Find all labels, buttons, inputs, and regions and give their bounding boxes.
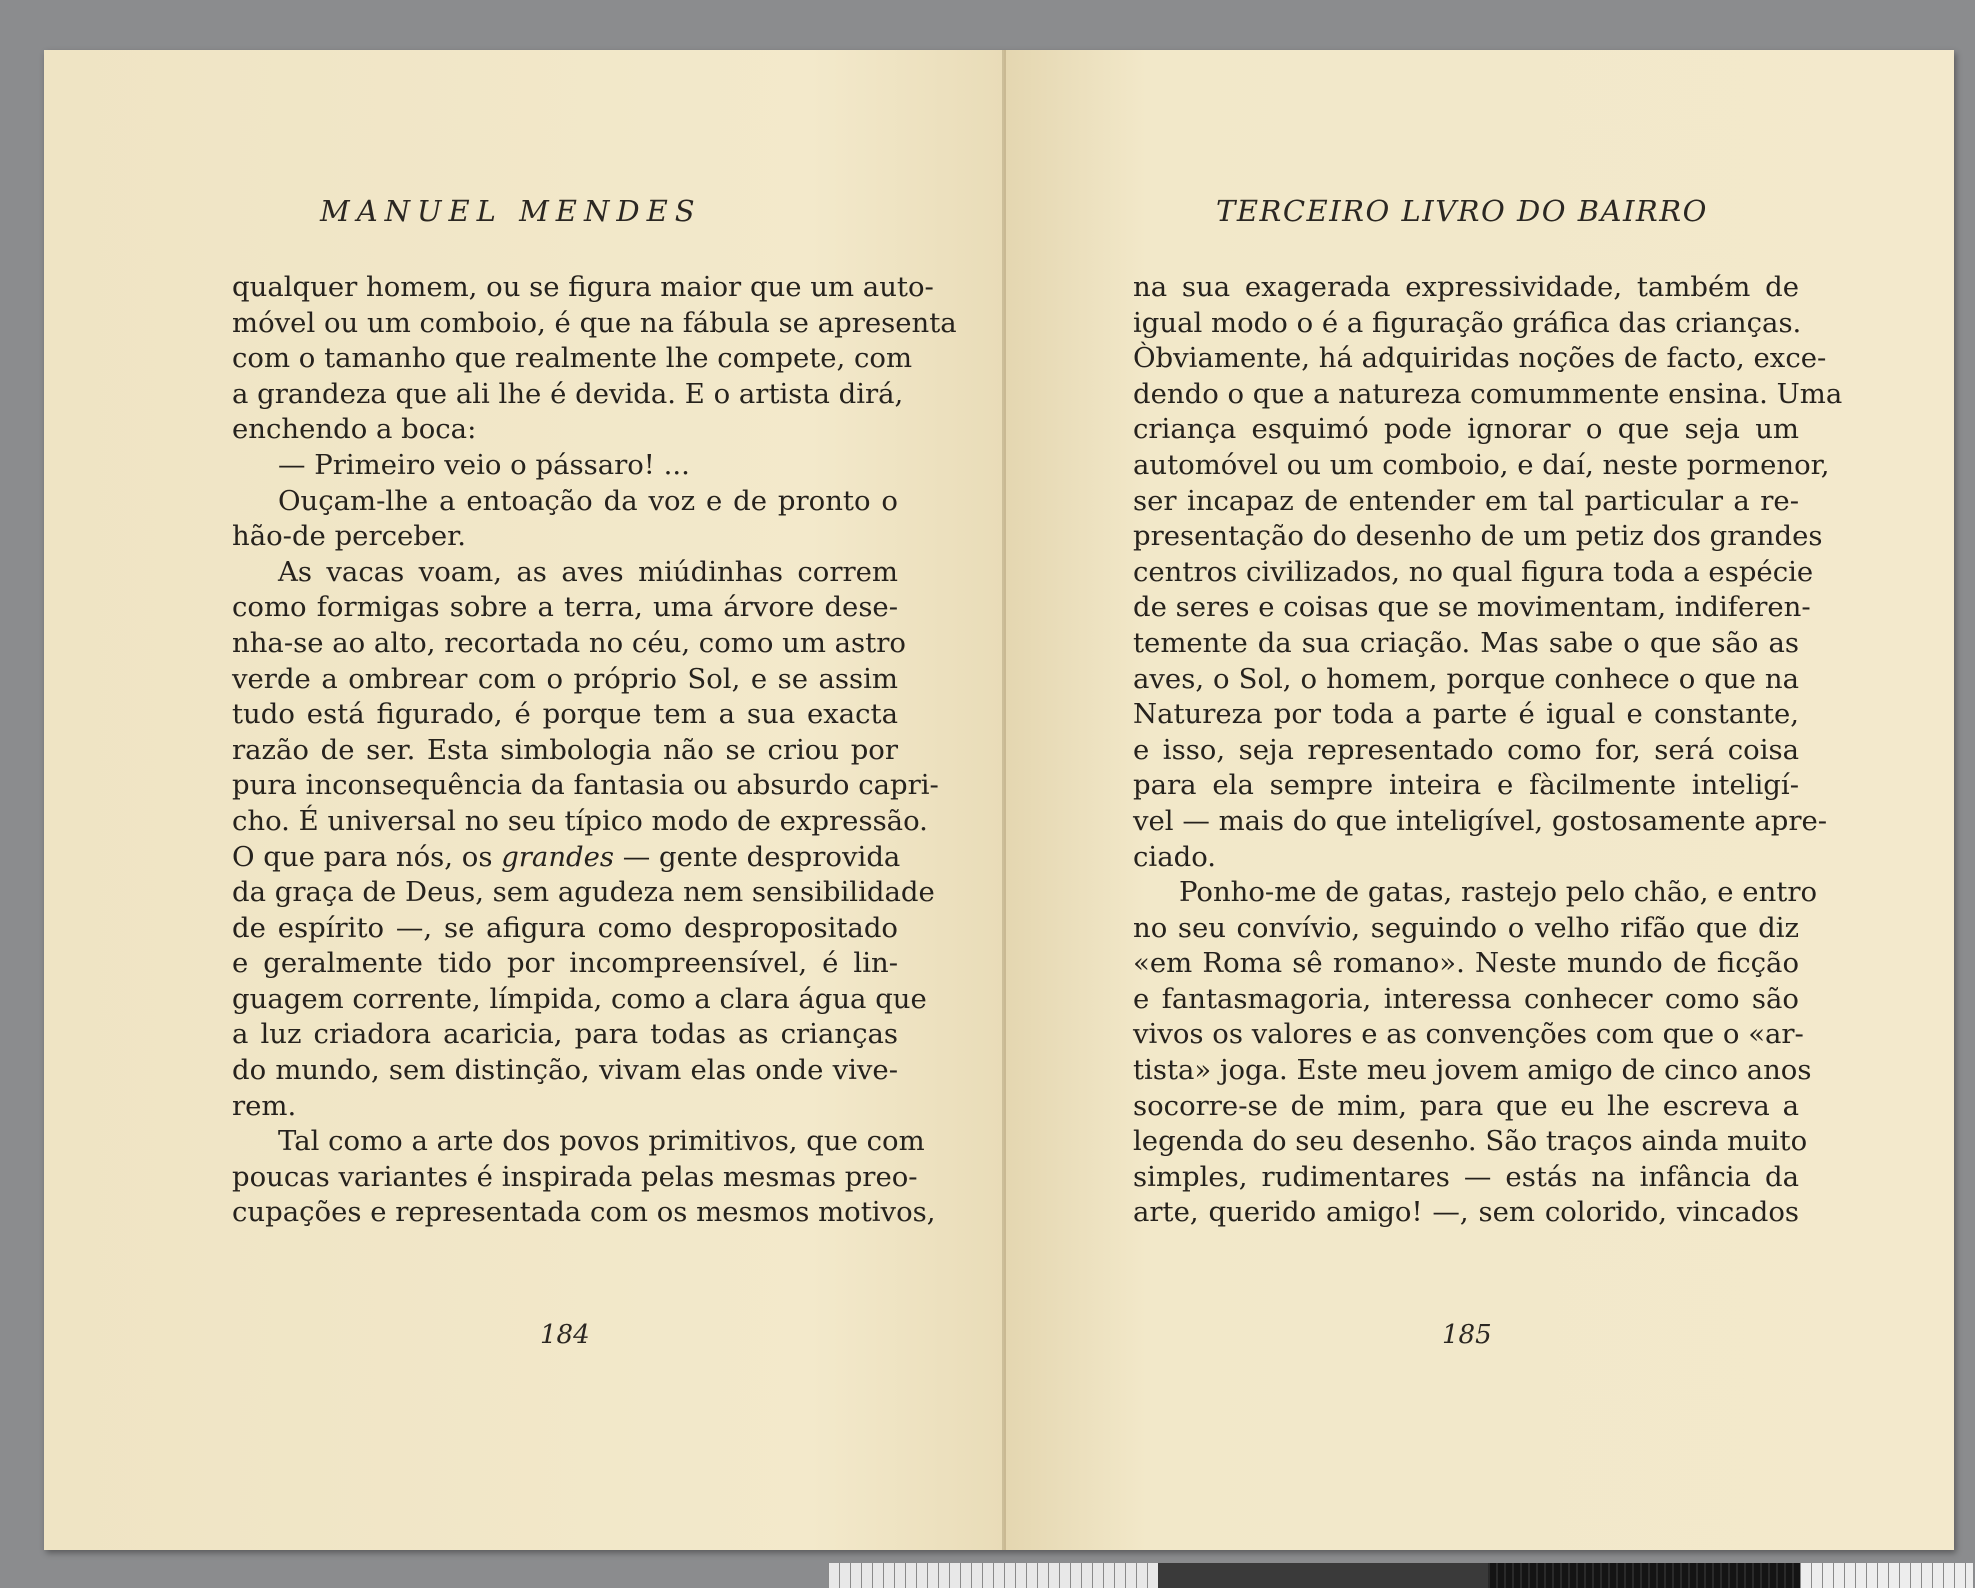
text-line: e isso, seja representado como for, será coisa xyxy=(1133,733,1799,766)
scale-ruler xyxy=(828,1563,1973,1588)
text-line: qualquer homem, ou se figura maior que um auto- xyxy=(232,271,934,303)
text-line: legenda do seu desenho. São traços ainda muito xyxy=(1133,1125,1808,1158)
text-line: móvel ou um comboio, é que na fábula se apresenta xyxy=(232,306,957,339)
ruler-ticks xyxy=(1800,1563,1973,1588)
text-line: socorre-se de mim, para que eu lhe escreva a xyxy=(1133,1089,1799,1122)
text-line: temente da sua criação. Mas sabe o que são as xyxy=(1133,626,1799,659)
text-line: vel — mais do que inteligível, gostosamente apre- xyxy=(1133,804,1828,837)
left-page-text xyxy=(232,270,957,1231)
text-line: ciado. xyxy=(1133,840,1217,873)
text-line: hão-de perceber. xyxy=(232,520,467,553)
text-line: aves, o Sol, o homem, porque conhece o que na xyxy=(1133,662,1799,695)
text-line: Ponho-me de gatas, rastejo pelo chão, e entro xyxy=(1179,876,1818,909)
text-line: de espírito —, se afigura como despropositado xyxy=(232,911,898,944)
text-line: no seu convívio, seguindo o velho rifão que diz xyxy=(1133,911,1799,944)
text-line: a luz criadora acaricia, para todas as crianças xyxy=(232,1018,898,1051)
text-line: igual modo o é a figuração gráfica das crianças. xyxy=(1133,306,1802,339)
text-line: ser incapaz de entender em tal particular a re- xyxy=(1133,484,1799,517)
right-running-head: TERCEIRO LIVRO DO BAIRRO xyxy=(1216,194,1708,228)
text-line: tudo está figurado, é porque tem a sua exacta xyxy=(232,698,898,731)
text-line: centros civilizados, no qual figura toda a espécie xyxy=(1133,555,1814,588)
text-line: cho. É universal no seu típico modo de expressão. xyxy=(232,804,928,837)
text-line: vivos os valores e as convenções com que o «ar- xyxy=(1133,1018,1804,1051)
text-line: pura inconsequência da fantasia ou absurdo capri- xyxy=(232,769,939,802)
line-part: O que para nós, os xyxy=(232,840,502,873)
text-line: cupações e representada com os mesmos motivos, xyxy=(232,1196,936,1229)
text-line: Tal como a arte dos povos primitivos, que com xyxy=(278,1125,925,1158)
text-line: Ouçam-lhe a entoação da voz e de pronto o xyxy=(278,484,898,517)
text-line: do mundo, sem distinção, vivam elas onde vive- xyxy=(232,1054,898,1087)
text-line: para ela sempre inteira e fàcilmente inteligí- xyxy=(1133,769,1799,802)
text-line: Natureza por toda a parte é igual e constante, xyxy=(1133,698,1799,731)
text-line: com o tamanho que realmente lhe compete, com xyxy=(232,342,913,375)
text-line: rem. xyxy=(232,1089,297,1122)
text-line: guagem corrente, límpida, como a clara água que xyxy=(232,982,927,1015)
text-line: verde a ombrear com o próprio Sol, e se assim xyxy=(232,662,898,695)
text-line: automóvel ou um comboio, e daí, neste pormenor, xyxy=(1133,448,1830,481)
book-gutter xyxy=(1002,50,1006,1550)
text-line: razão de ser. Esta simbologia não se criou por xyxy=(232,733,898,766)
text-line: presentação do desenho de um petiz dos grandes xyxy=(1133,520,1823,553)
text-line: — Primeiro veio o pássaro! ... xyxy=(278,448,690,481)
text-line: a grandeza que ali lhe é devida. E o artista dirá, xyxy=(232,377,904,410)
text-line: nha-se ao alto, recortada no céu, como um astro xyxy=(232,626,906,659)
text-line: dendo o que a natureza comummente ensina. Uma xyxy=(1133,377,1843,410)
line-part: — gente desprovida xyxy=(614,840,901,873)
text-line: «em Roma sê romano». Neste mundo de ficção xyxy=(1133,947,1799,980)
left-running-head: MANUEL MENDES xyxy=(320,194,702,228)
text-line: simples, rudimentares — estás na infância da xyxy=(1133,1160,1799,1193)
ruler-ticks xyxy=(828,1563,1158,1588)
text-line: criança esquimó pode ignorar o que seja um xyxy=(1133,413,1799,446)
text-line: e fantasmagoria, interessa conhecer como são xyxy=(1133,982,1799,1015)
text-line: Òbviamente, há adquiridas noções de facto, exce- xyxy=(1133,342,1827,375)
text-line: da graça de Deus, sem agudeza nem sensibilidade xyxy=(232,876,935,909)
text-line: de seres e coisas que se movimentam, indiferen- xyxy=(1133,591,1811,624)
text-line: como formigas sobre a terra, uma árvore dese- xyxy=(232,591,898,624)
right-page-number: 185 xyxy=(1442,1320,1492,1350)
text-line-with-italic xyxy=(232,840,901,876)
text-line: tista» joga. Este meu jovem amigo de cinco anos xyxy=(1133,1054,1812,1087)
text-line: As vacas voam, as aves miúdinhas correm xyxy=(278,555,898,588)
text-line: na sua exagerada expressividade, também de xyxy=(1133,271,1799,303)
text-line: e geralmente tido por incompreensível, é lin- xyxy=(232,947,898,980)
italic-word-grandes: grandes xyxy=(501,840,615,873)
left-page-number: 184 xyxy=(540,1320,590,1350)
text-line: enchendo a boca: xyxy=(232,413,477,446)
ruler-black-bar xyxy=(1488,1563,1800,1588)
right-page-text xyxy=(1133,270,1843,1231)
text-line: poucas variantes é inspirada pelas mesmas preo- xyxy=(232,1160,918,1193)
text-line: arte, querido amigo! —, sem colorido, vincados xyxy=(1133,1196,1799,1229)
